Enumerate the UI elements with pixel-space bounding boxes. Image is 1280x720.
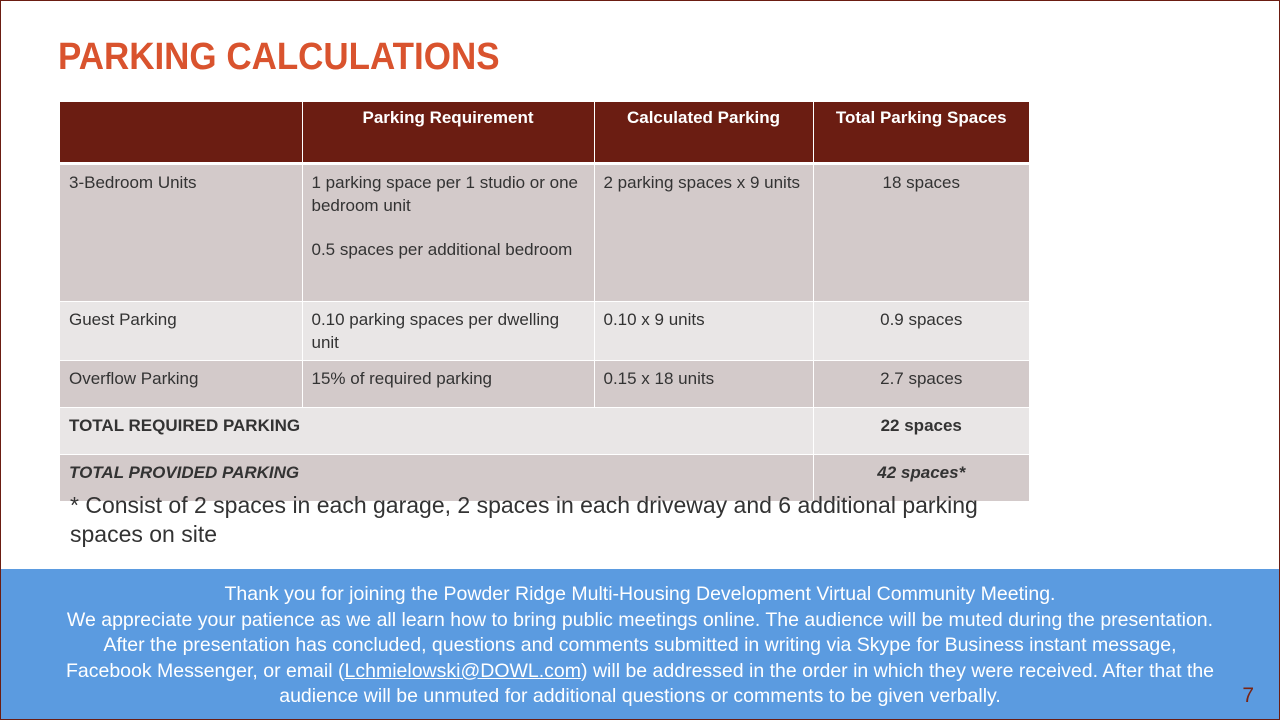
table-row — [60, 302, 1029, 361]
banner-line: Thank you for joining the Powder Ridge Multi-Housing Development Virtual Community Meeting. — [224, 583, 1056, 605]
table-header-row — [60, 102, 1029, 164]
header-parking-requirement: Parking Requirement — [302, 102, 594, 164]
row-category: Guest Parking — [60, 302, 302, 361]
total-required-row — [60, 408, 1029, 455]
banner-text: Facebook Messenger, or email ( — [65, 659, 345, 682]
row-requirement: 0.10 parking spaces per dwelling unit — [302, 302, 594, 361]
page-number: 7 — [1242, 684, 1254, 707]
row-calculated: 0.15 x 18 units — [594, 361, 813, 408]
slide-title: PARKING CALCULATIONS — [58, 36, 500, 78]
total-provided-label: TOTAL PROVIDED PARKING — [60, 455, 813, 502]
total-provided-value: 42 spaces* — [813, 455, 1029, 502]
parking-table — [60, 102, 1029, 501]
banner-line: We appreciate your patience as we all learn how to bring public meetings online. The audience will be muted during the presentation. — [66, 608, 1214, 631]
row-total: 0.9 spaces — [813, 302, 1029, 361]
header-category — [60, 102, 302, 164]
total-required-label: TOTAL REQUIRED PARKING — [60, 408, 813, 455]
row-requirement — [302, 164, 594, 302]
row-total: 2.7 spaces — [813, 361, 1029, 408]
row-category: Overflow Parking — [60, 361, 302, 408]
total-required-value: 22 spaces — [813, 408, 1029, 455]
meeting-info-banner — [0, 569, 1280, 720]
row-category: 3-Bedroom Units — [60, 164, 302, 302]
row-calculated: 2 parking spaces x 9 units — [594, 164, 813, 302]
banner-line-with-email — [0, 659, 1280, 685]
banner-text: ) will be addressed in the order in which they were received. After that the — [581, 659, 1215, 682]
banner-line: After the presentation has concluded, questions and comments submitted in writing via Skype for Business instant message, — [103, 634, 1177, 657]
row-requirement: 15% of required parking — [302, 361, 594, 408]
requirement-text: 1 parking space per 1 studio or one bedroom unit — [311, 173, 579, 215]
table-row — [60, 361, 1029, 408]
table-row — [60, 164, 1029, 302]
footnote: * Consist of 2 spaces in each garage, 2 spaces in each driveway and 6 additional parking spaces on site — [70, 492, 978, 547]
row-calculated: 0.10 x 9 units — [594, 302, 813, 361]
banner-line: audience will be unmuted for additional questions or comments to be given verbally. — [279, 685, 1001, 708]
requirement-extra-text: 0.5 spaces per additional bedroom — [311, 240, 573, 259]
header-total-parking-spaces: Total Parking Spaces — [813, 102, 1029, 164]
email-link[interactable]: Lchmielowski@DOWL.com — [344, 659, 582, 682]
header-calculated-parking: Calculated Parking — [594, 102, 813, 164]
row-total: 18 spaces — [813, 164, 1029, 302]
